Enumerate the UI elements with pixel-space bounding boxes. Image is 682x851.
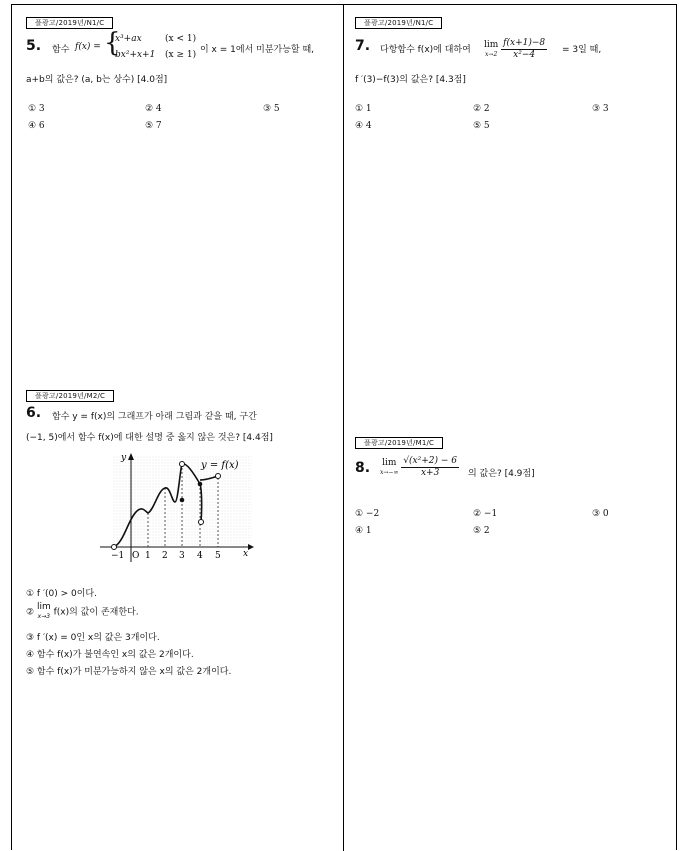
lim-word: lim: [484, 39, 499, 50]
open-point: [180, 462, 185, 467]
filled-point: [180, 498, 185, 503]
choice-5[interactable]: ⑤ 7: [145, 121, 162, 131]
page-frame: [11, 4, 677, 850]
question-lead: 함수: [52, 45, 70, 55]
y-axis-label: y: [121, 453, 127, 463]
open-point: [199, 520, 204, 525]
source-tag: 플광고/2019년/M1/C: [355, 437, 443, 449]
tick-label: 2: [162, 551, 168, 561]
question-line-1: 함수 y = f(x)의 그래프가 아래 그림과 같을 때, 구간: [52, 412, 257, 422]
question-number: 7.: [355, 38, 371, 54]
lim-subscript: x→3: [37, 613, 51, 620]
question-line-2: f ′(3)−f(3)의 값은? [4.3점]: [355, 75, 466, 85]
choice-3[interactable]: ③ 0: [592, 509, 609, 519]
choice-1[interactable]: ① 3: [28, 104, 45, 114]
question-line-2: a+b의 값은? (a, b는 상수) [4.0점]: [26, 75, 168, 85]
question-tail: 이 x = 1에서 미분가능할 때,: [200, 45, 315, 55]
question-line-2: (−1, 5)에서 함수 f(x)에 대한 설명 중 옳지 않은 것은? [4.4점]: [26, 433, 273, 443]
lim-subscript: x→2: [485, 50, 498, 58]
tick-label: 3: [179, 551, 185, 561]
question-number: 6.: [26, 405, 42, 421]
tick-label: 1: [145, 551, 151, 561]
fraction-numerator: f(x+1)−8: [503, 38, 546, 48]
choice-5[interactable]: ⑤ 5: [473, 121, 490, 131]
choice-4[interactable]: ④ 1: [355, 526, 372, 536]
tick-label: −1: [111, 551, 125, 561]
choice-4[interactable]: ④ 6: [28, 121, 45, 131]
choice-3[interactable]: ③ f ′(x) = 0인 x의 값은 3개이다.: [26, 633, 160, 643]
open-point: [216, 474, 221, 479]
limit-expression: [380, 456, 459, 479]
tick-label: 4: [197, 551, 203, 561]
source-tag: 플광고/2019년/N1/C: [26, 17, 113, 29]
choice-2[interactable]: ② 2: [473, 104, 490, 114]
fraction-denominator: x²−4: [513, 50, 536, 60]
source-tag: 플광고/2019년/M2/C: [26, 390, 114, 402]
choice-1[interactable]: ① 1: [355, 104, 372, 114]
question-number: 5.: [26, 38, 42, 54]
choice-4[interactable]: ④ 함수 f(x)가 불연속인 x의 값은 2개이다.: [26, 650, 194, 660]
question-tail: = 3일 때,: [562, 45, 602, 55]
lim-word: lim: [382, 457, 397, 468]
tick-label: O: [132, 551, 140, 561]
column-divider: [343, 4, 344, 851]
piece-cond-2: (x ≥ 1): [165, 50, 197, 60]
choice-3[interactable]: ③ 3: [592, 104, 609, 114]
choice-1[interactable]: ① −2: [355, 509, 380, 519]
piecewise-brace: {: [104, 28, 121, 58]
filled-point: [198, 482, 203, 487]
choice-4[interactable]: ④ 4: [355, 121, 372, 131]
choice-5[interactable]: ⑤ 2: [473, 526, 490, 536]
fraction-denominator: x+3: [420, 468, 440, 478]
tick-label: 5: [215, 551, 221, 561]
fraction-numerator: √(x²+2) − 6: [403, 456, 458, 466]
question-tail: 의 값은? [4.9점]: [468, 469, 535, 479]
choice-3[interactable]: ③ 5: [263, 104, 280, 114]
choice-number: ②: [26, 607, 35, 618]
piece-cond-1: (x < 1): [165, 34, 197, 44]
question-number: 8.: [355, 460, 371, 476]
curve-label: y = f(x): [201, 460, 239, 471]
choice-2[interactable]: ② −1: [473, 509, 498, 519]
x-axis-label: x: [243, 549, 249, 559]
choice-2[interactable]: ② 4: [145, 104, 162, 114]
function-definition: f(x) =: [75, 42, 101, 52]
piece-case-1: x³+ax: [115, 34, 142, 44]
choice-text: f(x)의 값이 존재한다.: [53, 607, 139, 618]
source-tag: 플광고/2019년/N1/C: [355, 17, 442, 29]
open-point: [112, 545, 117, 550]
function-graph: [98, 450, 258, 566]
question-lead: 다항함수 f(x)에 대하여: [380, 45, 471, 55]
choice-5[interactable]: ⑤ 함수 f(x)가 미분가능하지 않은 x의 값은 2개이다.: [26, 667, 232, 677]
lim-subscript: x→−∞: [380, 468, 399, 476]
piece-case-2: bx²+x+1: [115, 50, 156, 60]
lim-word: lim: [36, 602, 51, 612]
choice-2[interactable]: [26, 602, 139, 622]
limit-expression: [484, 38, 547, 61]
choice-1[interactable]: ① f ′(0) > 0이다.: [26, 589, 97, 599]
